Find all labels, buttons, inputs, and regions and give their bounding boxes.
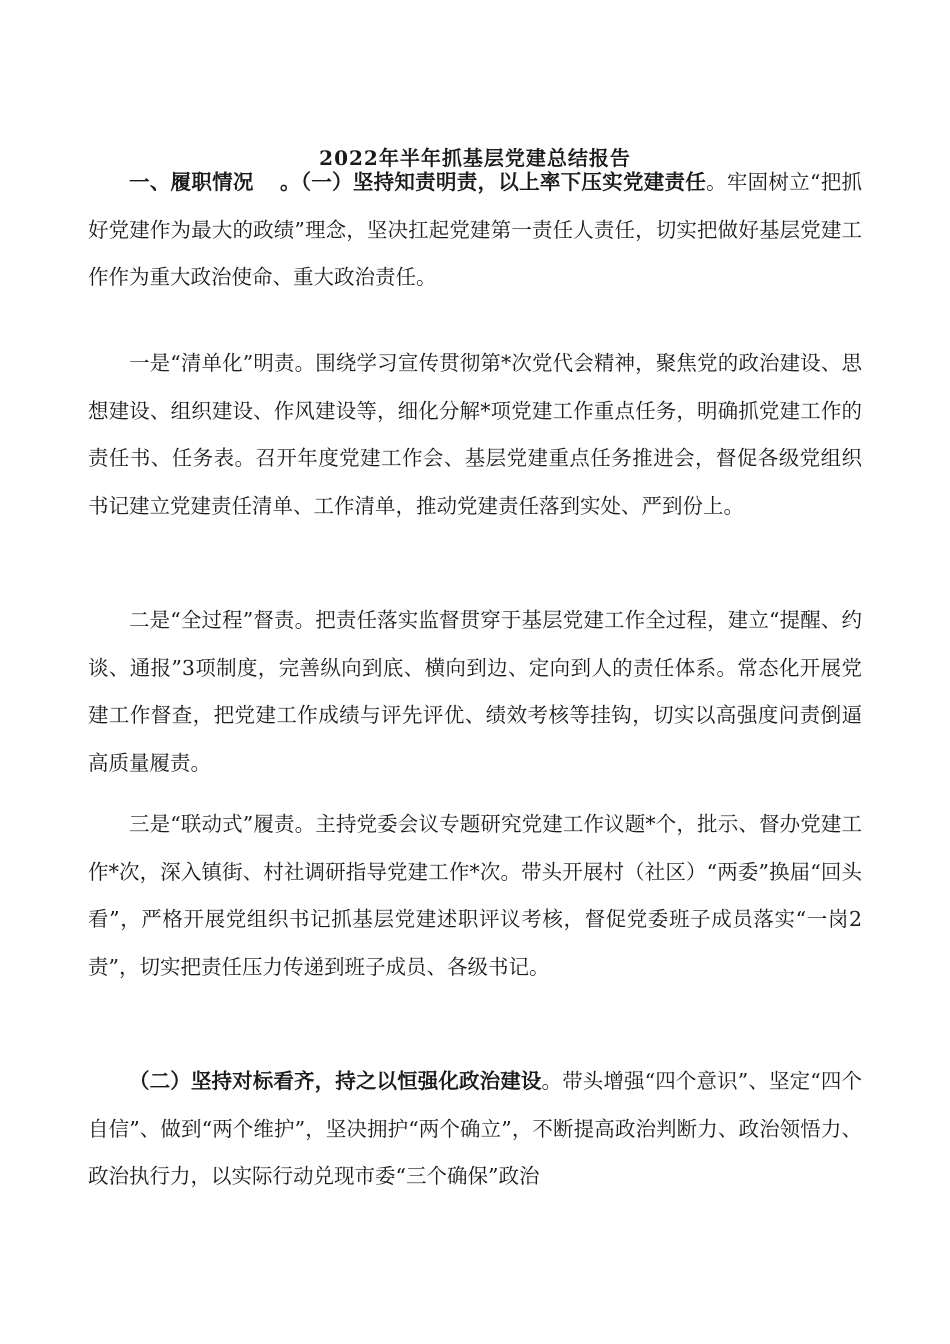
document-title: 2022年半年抓基层党建总结报告 <box>319 146 631 170</box>
section1-paragraph <box>88 159 862 302</box>
section1-text: 。牢固树立“把抓好党建作为最大的政绩”理念，坚决扛起党建第一责任人责任，切实把做好基层党建工作作为重大政治使命、重大政治责任。 <box>88 170 863 289</box>
section1-heading-dot: 。 <box>279 170 301 194</box>
section2-heading: （二）坚持对标看齐，持之以恒强化政治建设 <box>129 1069 542 1093</box>
section1-sub-heading: （一）坚持知责明责，以上率下压实党建责任 <box>300 170 707 194</box>
section2-paragraph <box>88 1058 862 1201</box>
paragraph-qingdanhua: 一是“清单化”明责。围绕学习宣传贯彻第*次党代会精神，聚焦党的政治建设、思想建设、组织建设、作风建设等，细化分解*项党建工作重点任务，明确抓党建工作的责任书、任务表。召开年度党建工作会、基层党建重点任务推进会，督促各级党组织书记建立党建责任清单、工作清单，推动党建责任落到实处、严到份上。 <box>88 351 862 518</box>
paragraph-quanguocheng: 二是“全过程”督责。把责任落实监督贯穿于基层党建工作全过程，建立“提醒、约谈、通报”3项制度，完善纵向到底、横向到边、定向到人的责任体系。常态化开展党建工作督查，把党建工作成绩与评先评优、绩效考核等挂钩，切实以高强度问责倒逼高质量履责。 <box>88 608 862 775</box>
section1-heading: 一、履职情况 <box>129 170 254 194</box>
section2-text: 。带头增强“四个意识”、坚定“四个自信”、做到“两个维护”，坚决拥护“两个确立”，不断提高政治判断力、政治领悟力、政治执行力，以实际行动兑现市委“三个确保”政治 <box>88 1069 862 1188</box>
paragraph-liandongshi: 三是“联动式”履责。主持党委会议专题研究党建工作议题*个，批示、督办党建工作*次，深入镇街、村社调研指导党建工作*次。带头开展村（社区）“两委”换届“回头看”，严格开展党组织书记抓基层党建述职评议考核，督促党委班子成员落实“一岗2责”，切实把责任压力传递到班子成员、各级书记。 <box>88 812 862 979</box>
